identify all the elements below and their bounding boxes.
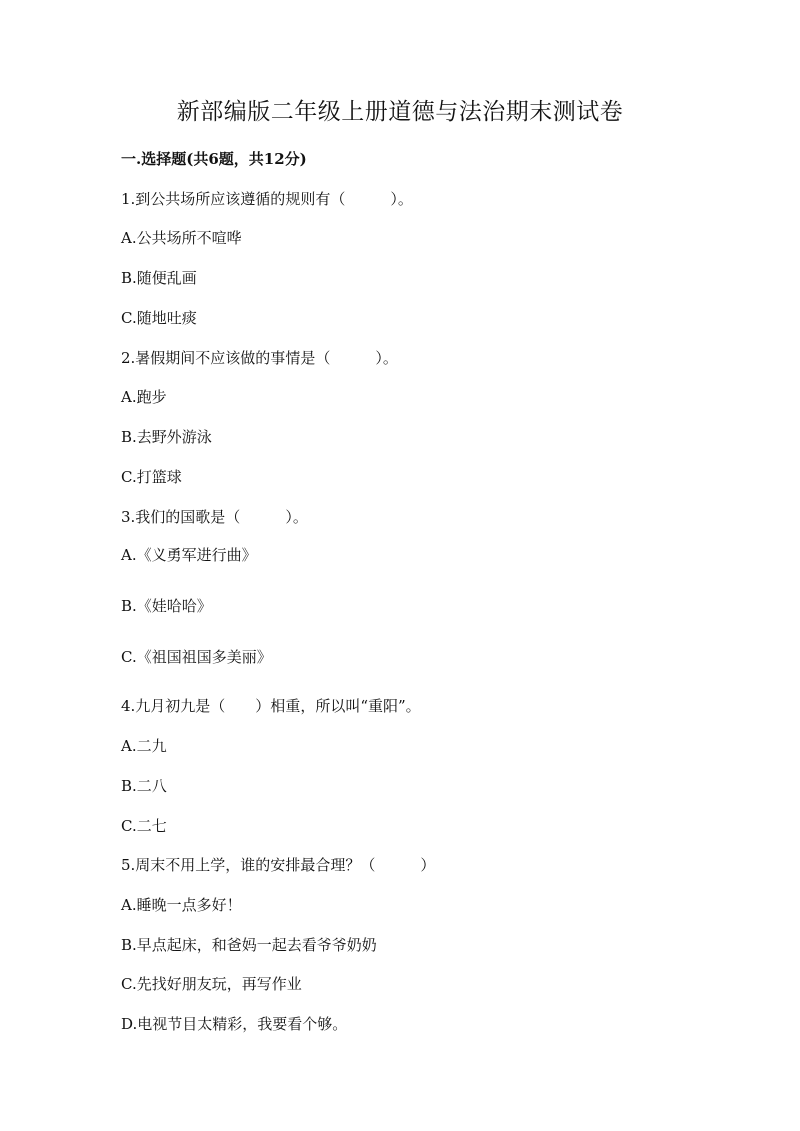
question-4-option-b: B.二八 (121, 777, 167, 795)
question-4-option-c: C.二七 (121, 817, 167, 835)
question-5-option-c: C.先找好朋友玩，再写作业 (121, 975, 302, 993)
question-1-option-b: B.随便乱画 (121, 269, 197, 287)
section-heading: 一.选择题(共6题，共12分) (121, 150, 307, 168)
question-3-option-b: B.《娃哈哈》 (121, 597, 212, 615)
question-1-option-a: A.公共场所不喧哗 (121, 229, 242, 247)
question-5-option-b: B.早点起床，和爸妈一起去看爷爷奶奶 (121, 936, 377, 954)
question-2-stem: 2.暑假期间不应该做的事情是（ ）。 (121, 349, 398, 367)
question-2-option-a: A.跑步 (121, 388, 167, 406)
page-title: 新部编版二年级上册道德与法治期末测试卷 (176, 99, 624, 125)
question-4-stem: 4.九月初九是（ ）相重，所以叫“重阳”。 (121, 697, 421, 715)
question-5-stem: 5.周末不用上学，谁的安排最合理？（ ） (121, 856, 436, 874)
question-3-option-c: C.《祖国祖国多美丽》 (121, 648, 272, 666)
question-2-option-c: C.打篮球 (121, 468, 182, 486)
question-3-option-a: A.《义勇军进行曲》 (121, 546, 257, 564)
question-3-stem: 3.我们的国歌是（ ）。 (121, 508, 308, 526)
question-2-option-b: B.去野外游泳 (121, 428, 212, 446)
question-5-option-a: A.睡晚一点多好！ (121, 896, 242, 914)
question-5-option-d: D.电视节目太精彩，我要看个够。 (121, 1015, 348, 1033)
question-1-stem: 1.到公共场所应该遵循的规则有（ ）。 (121, 190, 413, 208)
question-4-option-a: A.二九 (121, 737, 167, 755)
question-1-option-c: C.随地吐痰 (121, 309, 197, 327)
